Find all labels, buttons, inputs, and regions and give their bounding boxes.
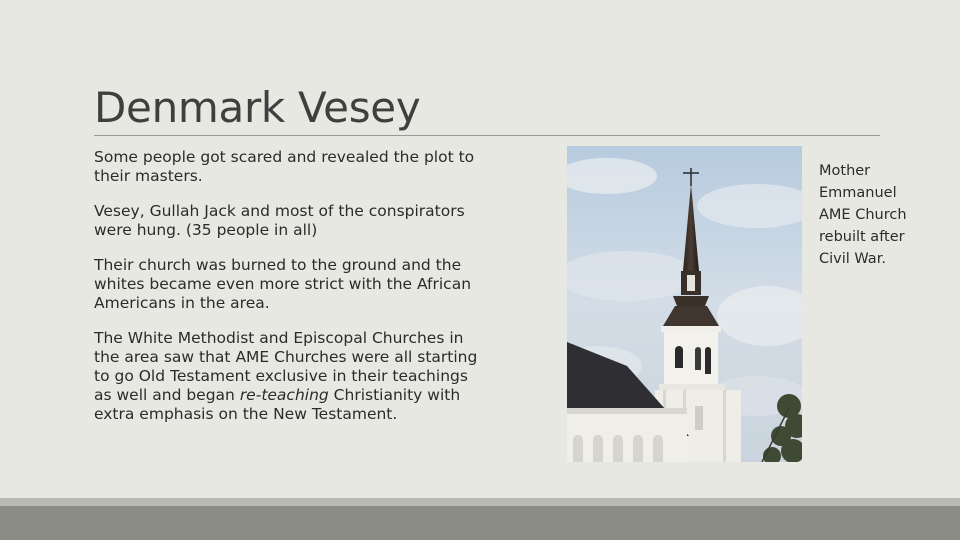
title-divider <box>94 135 880 136</box>
paragraph: Their church was burned to the ground and the whites became even more strict with the African Americans in the area. <box>94 256 472 312</box>
paragraph-text: The White Methodist and Episcopal Churches in the area saw that AME Churches were all starting to go Old Testament exclusive in their teachings as well and began <box>94 329 478 404</box>
paragraph: Some people got scared and revealed the plot to their masters. <box>94 148 475 185</box>
emphasized-text: re-teaching <box>239 386 329 404</box>
slide-title: Denmark Vesey <box>94 83 421 132</box>
footer-bar <box>0 506 960 540</box>
paragraph: Vesey, Gullah Jack and most of the conspirators were hung. (35 people in all) <box>94 202 465 239</box>
footer-accent-bar <box>0 498 960 506</box>
body-text <box>94 148 486 440</box>
photo-caption: Mother Emmanuel AME Church rebuilt after Civil War. <box>819 163 907 267</box>
church-photo <box>567 146 802 462</box>
paragraph-text: Christianity with extra emphasis on the New Testament. <box>94 386 461 423</box>
paragraph-emphasis <box>94 329 486 424</box>
